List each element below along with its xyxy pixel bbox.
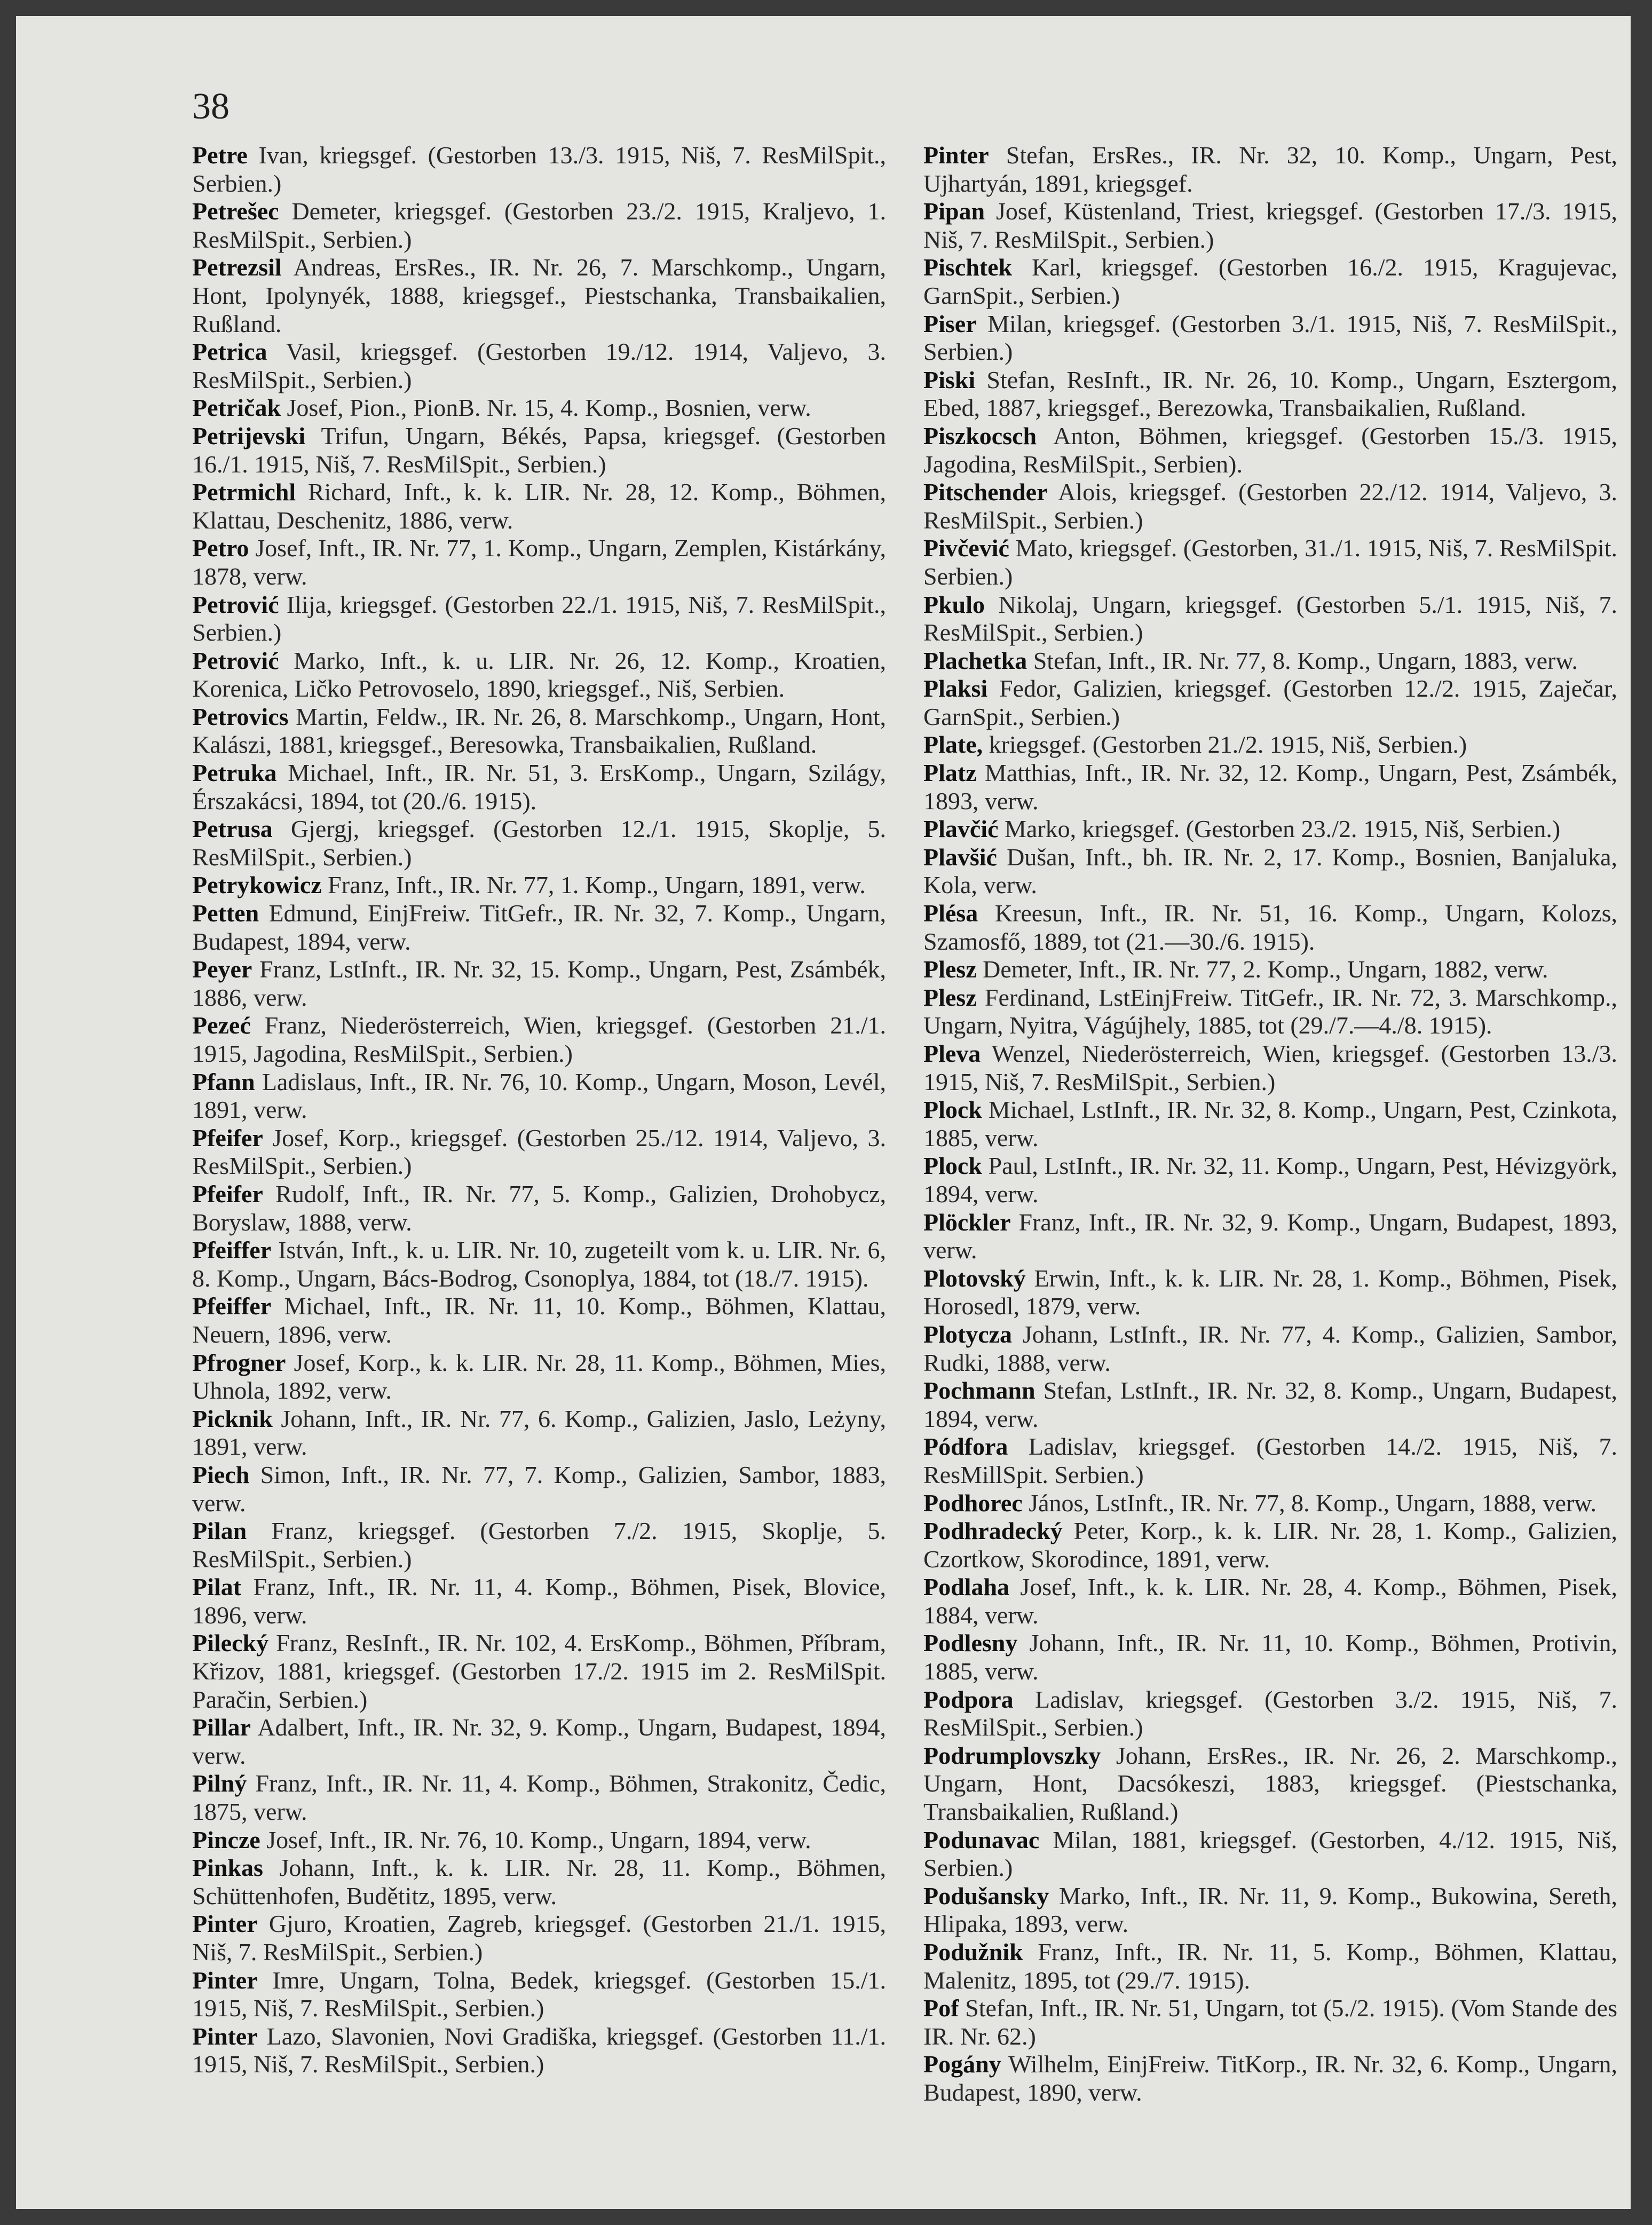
entry-details: Ladislav, kriegsgef. (Gestorben 3./2. 1915, Niš, 7. ResMilSpit., Serbien.) (923, 1685, 1617, 1741)
entry-details: Milan, 1881, kriegsgef. (Gestorben, 4./12. 1915, Niš, Serbien.) (923, 1826, 1617, 1882)
entry-surname: Plachetka (923, 646, 1027, 674)
list-item (923, 1433, 1617, 1489)
list-item (192, 591, 886, 647)
entry-details: Stefan, Inft., IR. Nr. 51, Ungarn, tot (5./2. 1915). (Vom Stande des IR. Nr. 62.) (923, 1994, 1617, 2050)
list-item (192, 254, 886, 338)
list-item (192, 141, 886, 198)
list-item (192, 478, 886, 534)
entry-surname: Pfeiffer (192, 1292, 272, 1320)
list-item (923, 1209, 1617, 1265)
entry-details: Vasil, kriegsgef. (Gestorben 19./12. 1914, Valjevo, 3. ResMilSpit., Serbien.) (192, 338, 886, 393)
entry-details: János, LstInft., IR. Nr. 77, 8. Komp., Ungarn, 1888, verw. (1022, 1489, 1597, 1517)
entry-surname: Pfeifer (192, 1180, 263, 1208)
list-item (192, 1629, 886, 1714)
entry-details: Edmund, EinjFreiw. TitGefr., IR. Nr. 32, 7. Komp., Ungarn, Budapest, 1894, verw. (192, 900, 886, 955)
list-item (192, 900, 886, 956)
entry-surname: Piszkocsch (923, 422, 1037, 449)
entry-surname: Pivčević (923, 534, 1009, 562)
entry-details: Josef, Inft., IR. Nr. 77, 1. Komp., Ungarn, Zemplen, Kistárkány, 1878, verw. (192, 534, 886, 590)
entry-surname: Petrešec (192, 198, 279, 225)
list-item (923, 1377, 1617, 1433)
entry-details: Milan, kriegsgef. (Gestorben 3./1. 1915, Niš, 7. ResMilSpit., Serbien.) (923, 310, 1617, 366)
entry-surname: Petre (192, 141, 248, 169)
list-item (192, 1967, 886, 2023)
list-item (923, 2050, 1617, 2106)
entry-details: Ferdinand, LstEinjFreiw. TitGefr., IR. Nr. 72, 3. Marschkomp., Ungarn, Nyitra, Vágújhely, 1885, tot (29./7.—4./8. 1915). (923, 983, 1617, 1039)
entry-surname: Pilat (192, 1573, 241, 1601)
entry-details: Gjergj, kriegsgef. (Gestorben 12./1. 1915, Skoplje, 5. ResMilSpit., Serbien.) (192, 815, 886, 871)
list-item (192, 703, 886, 759)
entry-surname: Plavšić (923, 843, 997, 871)
entry-surname: Pinter (192, 1966, 258, 1994)
entry-surname: Petrica (192, 338, 267, 366)
entry-details: kriegsgef. (Gestorben 21./2. 1915, Niš, Serbien.) (983, 731, 1467, 759)
entry-details: Trifun, Ungarn, Békés, Papsa, kriegsgef. (Gestorben 16./1. 1915, Niš, 7. ResMilSpit., Serbien.) (192, 422, 886, 478)
entry-surname: Pfeiffer (192, 1236, 272, 1264)
list-item (923, 1742, 1617, 1826)
entry-surname: Podhorec (923, 1489, 1023, 1517)
entry-details: Alois, kriegsgef. (Gestorben 22./12. 1914, Valjevo, 3. ResMilSpit., Serbien.) (923, 478, 1617, 534)
entry-surname: Petruka (192, 759, 277, 787)
entry-details: Johann, LstInft., IR. Nr. 77, 4. Komp., Galizien, Sambor, Rudki, 1888, verw. (923, 1320, 1617, 1376)
entry-details: Adalbert, Inft., IR. Nr. 32, 9. Komp., Ungarn, Budapest, 1894, verw. (192, 1714, 886, 1769)
entry-details: Martin, Feldw., IR. Nr. 26, 8. Marschkomp., Ungarn, Hont, Kalászi, 1881, kriegsgef., Beresowka, Transbaikalien, Rußland. (192, 703, 886, 759)
list-item (192, 1770, 886, 1826)
entry-surname: Pitschender (923, 478, 1048, 506)
entry-surname: Pkulo (923, 590, 985, 618)
entry-surname: Petrović (192, 590, 279, 618)
list-item (923, 984, 1617, 1040)
entry-surname: Podušansky (923, 1882, 1049, 1910)
list-item (192, 2023, 886, 2079)
entry-surname: Pinter (192, 1910, 258, 1938)
entry-details: Franz, Niederösterreich, Wien, kriegsgef. (Gestorben 21./1. 1915, Jagodina, ResMilSpit., Serbien.) (192, 1012, 886, 1067)
list-item (923, 1882, 1617, 1938)
list-item (192, 1714, 886, 1770)
entry-details: Matthias, Inft., IR. Nr. 32, 12. Komp., Ungarn, Pest, Zsámbék, 1893, verw. (923, 759, 1617, 815)
entry-details: Fedor, Galizien, kriegsgef. (Gestorben 12./2. 1915, Zaječar, GarnSpit., Serbien.) (923, 675, 1617, 730)
list-item (923, 141, 1617, 198)
entry-surname: Pleva (923, 1040, 981, 1067)
list-item (192, 422, 886, 478)
entry-surname: Plavčić (923, 815, 999, 843)
list-item (192, 956, 886, 1012)
list-item (923, 1517, 1617, 1573)
entry-surname: Petrovics (192, 703, 289, 730)
entry-surname: Platz (923, 759, 977, 787)
list-item (192, 1517, 886, 1573)
entry-surname: Pfann (192, 1068, 255, 1095)
entry-details: Ladislaus, Inft., IR. Nr. 76, 10. Komp., Ungarn, Moson, Levél, 1891, verw. (192, 1068, 886, 1124)
list-item (192, 1405, 886, 1461)
entry-surname: Pezeć (192, 1012, 251, 1039)
list-item (192, 759, 886, 815)
entry-details: Franz, Inft., IR. Nr. 77, 1. Komp., Ungarn, 1891, verw. (321, 871, 866, 899)
list-item (923, 1826, 1617, 1882)
entry-details: Erwin, Inft., k. k. LIR. Nr. 28, 1. Komp., Böhmen, Pisek, Horosedl, 1879, verw. (923, 1264, 1617, 1320)
list-item (923, 254, 1617, 310)
entry-surname: Petrykowicz (192, 871, 322, 899)
entry-details: Demeter, Inft., IR. Nr. 77, 2. Komp., Ungarn, 1882, verw. (976, 956, 1548, 983)
list-item (192, 394, 886, 422)
entry-surname: Plate, (923, 731, 983, 759)
entry-surname: Plotycza (923, 1320, 1013, 1348)
entry-surname: Pilecký (192, 1629, 269, 1657)
entry-surname: Pinter (192, 2022, 258, 2050)
list-item (923, 1265, 1617, 1321)
entry-details: Karl, kriegsgef. (Gestorben 16./2. 1915, Kragujevac, GarnSpit., Serbien.) (923, 254, 1617, 309)
entry-surname: Petten (192, 900, 259, 927)
list-item (923, 1489, 1617, 1518)
list-item (923, 956, 1617, 984)
entry-surname: Piech (192, 1461, 250, 1488)
entry-details: Peter, Korp., k. k. LIR. Nr. 28, 1. Komp., Galizien, Czortkow, Skorodince, 1891, verw. (923, 1517, 1617, 1573)
list-item (923, 534, 1617, 590)
list-item (923, 1321, 1617, 1377)
entry-surname: Plesz (923, 956, 977, 983)
entry-surname: Petrmichl (192, 478, 296, 506)
right-column (923, 141, 1617, 2107)
entry-surname: Petrezsil (192, 254, 282, 281)
list-item (923, 815, 1617, 843)
entry-surname: Pilan (192, 1517, 247, 1545)
entry-details: Franz, Inft., IR. Nr. 32, 9. Komp., Ungarn, Budapest, 1893, verw. (923, 1208, 1617, 1264)
entry-surname: Pinkas (192, 1854, 263, 1882)
entry-details: Michael, Inft., IR. Nr. 11, 10. Komp., Böhmen, Klattau, Neuern, 1896, verw. (192, 1292, 886, 1348)
list-item (192, 1349, 886, 1405)
entry-surname: Plaksi (923, 675, 988, 703)
entry-surname: Podlesny (923, 1629, 1018, 1657)
list-item (923, 198, 1617, 254)
entry-details: Josef, Korp., kriegsgef. (Gestorben 25./12. 1914, Valjevo, 3. ResMilSpit., Serbien.) (192, 1124, 886, 1180)
entry-details: Andreas, ErsRes., IR. Nr. 26, 7. Marschkomp., Ungarn, Hont, Ipolynyék, 1888, kriegsgef., Piestschanka, Transbaikalien, Rußland. (192, 254, 886, 337)
entry-surname: Plesz (923, 983, 977, 1011)
entry-details: Johann, Inft., IR. Nr. 11, 10. Komp., Böhmen, Protivin, 1885, verw. (923, 1629, 1617, 1685)
entry-details: Josef, Inft., k. k. LIR. Nr. 28, 4. Komp., Böhmen, Pisek, 1884, verw. (923, 1573, 1617, 1629)
list-item (923, 1096, 1617, 1152)
entry-details: Marko, Inft., k. u. LIR. Nr. 26, 12. Komp., Kroatien, Korenica, Ličko Petrovoselo, 1890, kriegsgef., Niš, Serbien. (192, 646, 886, 703)
list-item (923, 731, 1617, 759)
entry-details: Gjuro, Kroatien, Zagreb, kriegsgef. (Gestorben 21./1. 1915, Niš, 7. ResMilSpit., Serbien.) (192, 1910, 886, 1966)
entry-surname: Pincze (192, 1826, 260, 1853)
entry-surname: Podrumplovszky (923, 1741, 1101, 1769)
entry-details: Marko, Inft., IR. Nr. 11, 9. Komp., Bukowina, Sereth, Hlipaka, 1893, verw. (923, 1882, 1617, 1938)
entry-details: Wenzel, Niederösterreich, Wien, kriegsgef. (Gestorben 13./3. 1915, Niš, 7. ResMilSpit., Serbien.) (923, 1040, 1617, 1095)
entry-details: Michael, LstInft., IR. Nr. 32, 8. Komp., Ungarn, Pest, Czinkota, 1885, verw. (923, 1096, 1617, 1151)
list-item (192, 1826, 886, 1855)
entry-surname: Plöckler (923, 1208, 1011, 1236)
entry-surname: Peyer (192, 956, 252, 983)
list-item (923, 759, 1617, 815)
entry-surname: Pilný (192, 1770, 247, 1797)
list-item (923, 843, 1617, 900)
entry-details: Franz, Inft., IR. Nr. 11, 4. Komp., Böhmen, Strakonitz, Čedic, 1875, verw. (192, 1770, 886, 1826)
entry-surname: Podunavac (923, 1826, 1040, 1853)
entry-surname: Plésa (923, 900, 978, 927)
list-item (923, 591, 1617, 647)
entry-details: Josef, Pion., PionB. Nr. 15, 4. Komp., Bosnien, verw. (281, 394, 811, 422)
entry-surname: Podhradecký (923, 1517, 1063, 1545)
entry-surname: Pódfora (923, 1433, 1008, 1461)
entry-details: Johann, Inft., k. k. LIR. Nr. 28, 11. Komp., Böhmen, Schüttenhofen, Budětitz, 1895, verw. (192, 1854, 886, 1910)
entry-details: Kreesun, Inft., IR. Nr. 51, 16. Komp., Ungarn, Kolozs, Szamosfő, 1889, tot (21.—30./6. 1915). (923, 900, 1617, 955)
entry-details: Ladislav, kriegsgef. (Gestorben 14./2. 1915, Niš, 7. ResMillSpit. Serbien.) (923, 1433, 1617, 1488)
list-item (192, 1012, 886, 1068)
entry-surname: Pinter (923, 141, 989, 169)
list-item (192, 1068, 886, 1124)
entry-surname: Petrusa (192, 815, 273, 843)
entry-surname: Pischtek (923, 254, 1013, 281)
entry-details: Michael, Inft., IR. Nr. 51, 3. ErsKomp., Ungarn, Szilágy, Érszakácsi, 1894, tot (20./6. 1915). (192, 759, 886, 815)
entry-surname: Petro (192, 534, 249, 562)
entry-surname: Plock (923, 1152, 982, 1180)
entry-details: Dušan, Inft., bh. IR. Nr. 2, 17. Komp., Bosnien, Banjaluka, Kola, verw. (923, 843, 1617, 899)
entry-surname: Pogány (923, 2050, 1001, 2078)
entry-details: Ilija, kriegsgef. (Gestorben 22./1. 1915, Niš, 7. ResMilSpit., Serbien.) (192, 590, 886, 646)
entry-details: Wilhelm, EinjFreiw. TitKorp., IR. Nr. 32, 6. Komp., Ungarn, Budapest, 1890, verw. (923, 2050, 1617, 2106)
entry-details: Rudolf, Inft., IR. Nr. 77, 5. Komp., Galizien, Drohobycz, Boryslaw, 1888, verw. (192, 1180, 886, 1236)
entry-details: Franz, kriegsgef. (Gestorben 7./2. 1915, Skoplje, 5. ResMilSpit., Serbien.) (192, 1517, 886, 1573)
entry-details: Ivan, kriegsgef. (Gestorben 13./3. 1915, Niš, 7. ResMilSpit., Serbien.) (192, 141, 886, 197)
entry-details: Stefan, Inft., IR. Nr. 77, 8. Komp., Ungarn, 1883, verw. (1027, 646, 1578, 674)
list-item (923, 1686, 1617, 1742)
entry-details: Mato, kriegsgef. (Gestorben, 31./1. 1915, Niš, 7. ResMilSpit. Serbien.) (923, 534, 1617, 590)
list-item (923, 310, 1617, 366)
entry-surname: Pillar (192, 1714, 251, 1741)
entry-details: Paul, LstInft., IR. Nr. 32, 11. Komp., Ungarn, Pest, Hévizgyörk, 1894, verw. (923, 1152, 1617, 1208)
list-item (923, 1152, 1617, 1208)
entry-details: István, Inft., k. u. LIR. Nr. 10, zugeteilt vom k. u. LIR. Nr. 6, 8. Komp., Ungarn, Bács-Bodrog, Csonoplya, 1884, tot (18./7. 1915). (192, 1236, 886, 1292)
list-item (192, 1292, 886, 1348)
entry-surname: Plock (923, 1096, 982, 1124)
list-item (192, 1124, 886, 1180)
entry-surname: Podlaha (923, 1573, 1010, 1601)
list-item (192, 1573, 886, 1629)
list-item (192, 1180, 886, 1236)
entry-surname: Pochmann (923, 1377, 1036, 1405)
list-item (923, 1573, 1617, 1629)
list-item (192, 871, 886, 900)
entry-details: Stefan, LstInft., IR. Nr. 32, 8. Komp., Ungarn, Budapest, 1894, verw. (923, 1377, 1617, 1432)
list-item (923, 675, 1617, 731)
entry-details: Stefan, ResInft., IR. Nr. 26, 10. Komp., Ungarn, Esztergom, Ebed, 1887, kriegsgef., Berezowka, Transbaikalien, Rußland. (923, 366, 1617, 422)
entry-surname: Petričak (192, 394, 281, 422)
list-item (923, 1994, 1617, 2050)
entry-details: Johann, ErsRes., IR. Nr. 26, 2. Marschkomp., Ungarn, Hont, Dacsókeszi, 1883, kriegsgef. (Piestschanka, Transbaikalien, Rußland.) (923, 1741, 1617, 1826)
entry-surname: Podpora (923, 1685, 1014, 1713)
page-number: 38 (192, 86, 230, 127)
entry-details: Franz, LstInft., IR. Nr. 32, 15. Komp., Ungarn, Pest, Zsámbék, 1886, verw. (192, 956, 886, 1011)
page (16, 16, 1631, 2209)
entry-details: Marko, kriegsgef. (Gestorben 23./2. 1915, Niš, Serbien.) (998, 815, 1561, 843)
entry-details: Josef, Küstenland, Triest, kriegsgef. (Gestorben 17./3. 1915, Niš, 7. ResMilSpit., Serbien.) (923, 198, 1617, 253)
entry-details: Nikolaj, Ungarn, kriegsgef. (Gestorben 5./1. 1915, Niš, 7. ResMilSpit., Serbien.) (923, 590, 1617, 646)
list-item (923, 1938, 1617, 1994)
entry-details: Franz, Inft., IR. Nr. 11, 4. Komp., Böhmen, Pisek, Blovice, 1896, verw. (192, 1573, 886, 1629)
list-item (923, 1040, 1617, 1096)
list-item (923, 900, 1617, 956)
list-item (192, 338, 886, 394)
entry-surname: Pfeifer (192, 1124, 263, 1151)
entry-surname: Petrović (192, 646, 279, 674)
entry-details: Lazo, Slavonien, Novi Gradiška, kriegsgef. (Gestorben 11./1. 1915, Niš, 7. ResMilSpit., Serbien.) (192, 2022, 886, 2078)
entry-details: Josef, Inft., IR. Nr. 76, 10. Komp., Ungarn, 1894, verw. (260, 1826, 811, 1853)
list-item (192, 1910, 886, 1966)
list-item (192, 198, 886, 254)
list-item (192, 1461, 886, 1517)
list-item (192, 1236, 886, 1292)
entry-details: Franz, ResInft., IR. Nr. 102, 4. ErsKomp., Böhmen, Příbram, Křizov, 1881, kriegsgef. (Gestorben 17./2. 1915 im 2. ResMilSpit. Paračin, Serbien.) (192, 1629, 886, 1713)
entry-details: Johann, Inft., IR. Nr. 77, 6. Komp., Galizien, Jaslo, Leżyny, 1891, verw. (192, 1405, 886, 1461)
entry-surname: Podužnik (923, 1938, 1023, 1966)
list-item (923, 478, 1617, 534)
entry-details: Josef, Korp., k. k. LIR. Nr. 28, 11. Komp., Böhmen, Mies, Uhnola, 1892, verw. (192, 1348, 886, 1405)
list-item (192, 1854, 886, 1910)
left-column (192, 141, 886, 2079)
list-item (192, 647, 886, 703)
entry-details: Simon, Inft., IR. Nr. 77, 7. Komp., Galizien, Sambor, 1883, verw. (192, 1461, 886, 1517)
list-item (192, 815, 886, 871)
entry-surname: Pof (923, 1994, 959, 2022)
entry-details: Demeter, kriegsgef. (Gestorben 23./2. 1915, Kraljevo, 1. ResMilSpit., Serbien.) (192, 198, 886, 253)
list-item (192, 534, 886, 590)
entry-details: Franz, Inft., IR. Nr. 11, 5. Komp., Böhmen, Klattau, Malenitz, 1895, tot (29./7. 1915). (923, 1938, 1617, 1994)
entry-surname: Plotovský (923, 1264, 1026, 1292)
entry-details: Stefan, ErsRes., IR. Nr. 32, 10. Komp., Ungarn, Pest, Ujhartyán, 1891, kriegsgef. (923, 141, 1617, 197)
entry-details: Anton, Böhmen, kriegsgef. (Gestorben 15./3. 1915, Jagodina, ResMilSpit., Serbien). (923, 422, 1617, 478)
list-item (923, 422, 1617, 478)
entry-surname: Picknik (192, 1405, 273, 1432)
entry-details: Imre, Ungarn, Tolna, Bedek, kriegsgef. (Gestorben 15./1. 1915, Niš, 7. ResMilSpit., Serbien.) (192, 1966, 886, 2022)
list-item (923, 647, 1617, 675)
entry-surname: Petrijevski (192, 422, 306, 449)
entry-surname: Pipan (923, 198, 985, 225)
entry-surname: Pfrogner (192, 1348, 286, 1376)
entry-surname: Piski (923, 366, 976, 393)
entry-surname: Piser (923, 310, 977, 337)
list-item (923, 1629, 1617, 1685)
list-item (923, 366, 1617, 422)
entry-details: Richard, Inft., k. k. LIR. Nr. 28, 12. Komp., Böhmen, Klattau, Deschenitz, 1886, verw. (192, 478, 886, 534)
